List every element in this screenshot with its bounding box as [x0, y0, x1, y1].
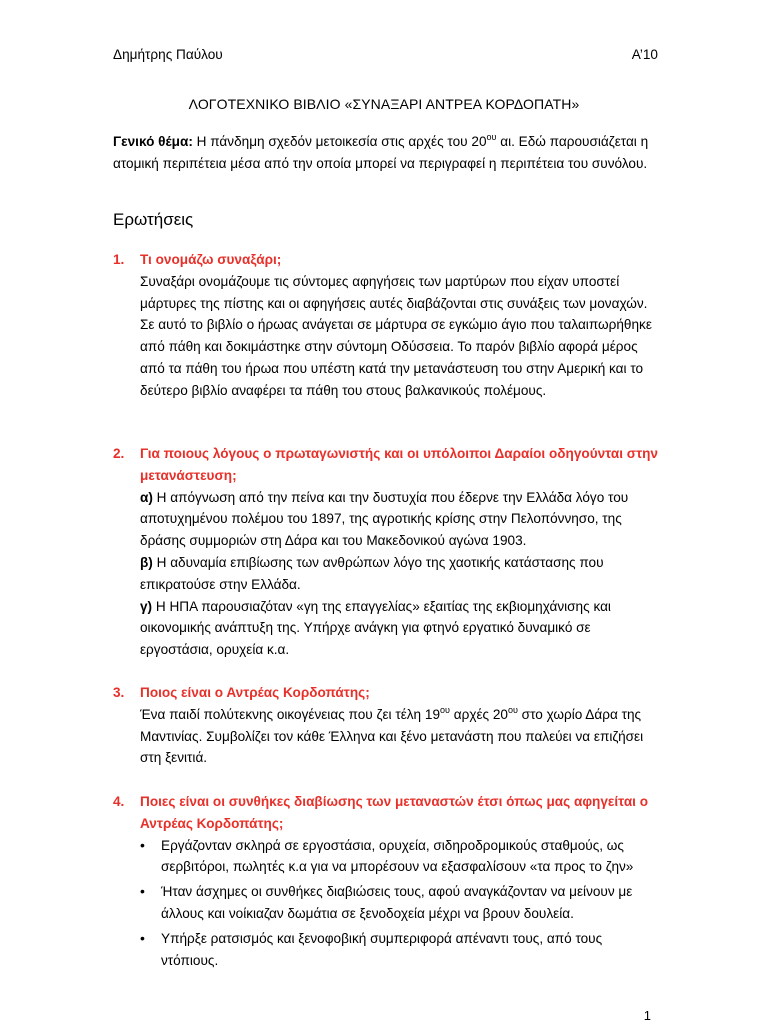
answer-item-c	[140, 596, 658, 661]
question-3-answer-text-3: στο χωρίο Δάρα της Μαντινίας. Συμβολίζει τον κάθε Έλληνα και ξένο μετανάστη που παλεύει να επιζήσει στη ξενιτιά.	[140, 706, 644, 766]
question-3-number: 3.	[113, 685, 125, 700]
question-3-title	[113, 682, 658, 704]
question-3-answer-text-2: αρχές 20	[449, 706, 508, 722]
document-title: ΛΟΓΟΤΕΧΝΙΚΟ ΒΙΒΛΙΟ «ΣΥΝΑΞΑΡΙ ΑΝΤΡΕΑ ΚΟΡΔΟΠΑΤΗ»	[188, 96, 580, 112]
page-number: 1	[643, 1008, 651, 1023]
answer-item-b-text: Η αδυναμία επιβίωσης των ανθρώπων λόγο της χαοτικής κατάστασης που επικρατούσε στην Ελλάδα.	[140, 554, 604, 592]
question-3-answer	[140, 704, 658, 769]
question-2-answer	[140, 487, 658, 661]
answer-item-b	[140, 552, 658, 596]
question-4-number: 4.	[113, 794, 125, 809]
general-theme-label: Γενικό θέμα:	[113, 134, 193, 149]
question-3	[113, 682, 658, 769]
question-4-title	[113, 791, 658, 835]
question-1-number: 1.	[113, 252, 125, 267]
question-2	[113, 443, 658, 661]
question-4	[113, 791, 658, 974]
author-name: Δημήτρης Παύλου	[113, 47, 223, 62]
question-1-title	[113, 249, 658, 271]
list-item: • Υπήρξε ρατσισμός και ξενοφοβική συμπεριφορά απέναντι τους, από τους ντόπιους.	[140, 928, 658, 972]
question-4-text: Ποιες είναι οι συνθήκες διαβίωσης των μεταναστών έτσι όπως μας αφηγείται ο Αντρέας Κορδοπάτης;	[140, 794, 649, 831]
answer-item-a-label: α)	[140, 489, 153, 505]
list-item: • Εργάζονταν σκληρά σε εργοστάσια, ορυχεία, σιδηροδρομικούς σταθμούς, ως σερβιτόροι, πωλητές κ.α για να μπορέσουν να εξασφαλίσουν «τα προς το ζην»	[140, 835, 658, 879]
class-code: Α’10	[631, 47, 658, 62]
answer-item-c-text: Η ΗΠΑ παρουσιαζόταν «γη της επαγγελίας» εξαιτίας της εκβιομηχάνισης και οικονομικής ανάπτυξη της. Υπήρχε ανάγκη για φτηνό εργατικό δυναμικό σε εργοστάσια, ορυχεία κ.α.	[140, 598, 611, 658]
question-1-text: Τι ονομάζω συναξάρι;	[140, 252, 282, 267]
general-theme	[113, 131, 658, 175]
answer-item-b-label: β)	[140, 554, 153, 570]
general-theme-text-2: αι. Εδώ παρουσιάζεται η ατομική περιπέτεια μέσα από την οποία μπορεί να περιγραφεί η περιπέτεια του συνόλου.	[113, 134, 649, 171]
question-2-number: 2.	[113, 446, 125, 461]
question-2-title	[113, 443, 658, 487]
question-2-text: Για ποιους λόγους ο πρωταγωνιστής και οι υπόλοιποι Δαραίοι οδηγούνται στην μετανάστευση;	[140, 446, 658, 483]
question-3-text: Ποιος είναι ο Αντρέας Κορδοπάτης;	[140, 685, 370, 700]
answer-item-c-label: γ)	[140, 598, 153, 614]
question-1-answer: Συναξάρι ονομάζουμε τις σύντομες αφηγήσεις των μαρτύρων που είχαν υποστεί μάρτυρες της πίστης και οι αφηγήσεις αυτές διαβάζονται στις συνάξεις των μοναχών. Σε αυτό το βιβλίο ο ήρωας ανάγεται σε μάρτυρα σε εγκώμιο άγιο που ταλαιπωρήθηκε από πάθη και δοκιμάστηκε στην σύντομη Οδύσσεια. Το παρόν βιβλίο αφορά μέρος από τα πάθη του ήρωα που υπέστη κατά την μετανάστευση του στην Αμερική και το δεύτερο βιβλίο αναφέρει τα πάθη του στους βαλκανικούς πολέμους.	[140, 273, 652, 398]
general-theme-sup: ου	[486, 132, 497, 142]
answer-item-a	[140, 487, 658, 552]
answer-item-a-text: Η απόγνωση από την πείνα και την δυστυχία που έδερνε την Ελλάδα λόγο του αποτυχημένου πολέμου του 1897, της αγροτικής κρίσης στην Πελοπόννησο, της δράσης συμμοριών στη Δάρα και του Μακεδονικού αγώνα 1903.	[140, 489, 629, 549]
section-heading: Ερωτήσεις	[113, 210, 194, 229]
question-1	[113, 249, 658, 402]
list-item: • Ήταν άσχημες οι συνθήκες διαβιώσεις τους, αφού αναγκάζονταν να μείνουν με άλλους και νοίκιαζαν δωμάτια σε ξενοδοχεία μέχρι να βρουν δουλεία.	[140, 881, 658, 925]
page-header	[113, 44, 658, 66]
general-theme-text-1: Η πάνδημη σχεδόν μετοικεσία στις αρχές του 20	[192, 134, 487, 149]
question-4-bullet-list	[140, 835, 658, 972]
question-3-sup-1: ου	[440, 704, 450, 715]
question-3-answer-text-1: Ένα παιδί πολύτεκνης οικογένειας που ζει τέλη 19	[140, 706, 441, 722]
question-3-sup-2: ου	[507, 704, 518, 715]
